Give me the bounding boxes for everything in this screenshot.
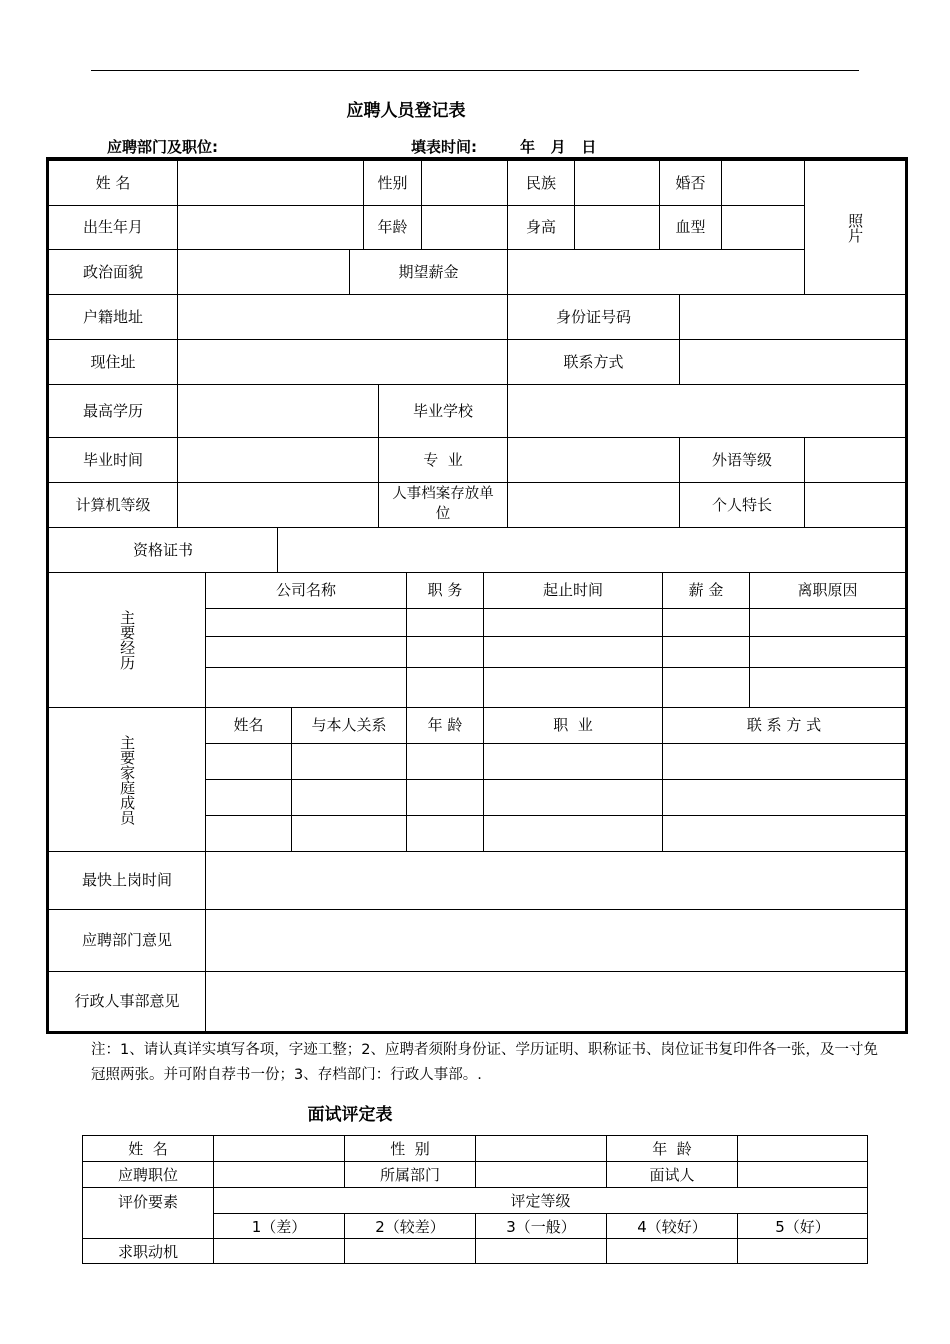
marital-label: 婚否	[659, 160, 722, 206]
iv-motivation-cell[interactable]	[737, 1238, 868, 1264]
iv-name-field[interactable]	[213, 1135, 345, 1162]
interview-title: 面试评定表	[307, 1105, 393, 1125]
dept-opinion-label: 应聘部门意见	[48, 909, 206, 972]
experience-section	[48, 572, 206, 708]
exp-cell[interactable]	[205, 608, 407, 637]
exp-cell[interactable]	[406, 667, 484, 708]
iv-position-field[interactable]	[213, 1161, 345, 1188]
iv-motivation-cell[interactable]	[213, 1238, 345, 1264]
archive-label: 人事档案存放单位	[378, 482, 508, 528]
birth-label: 出生年月	[48, 205, 178, 250]
fam-header-contact: 联 系 方 式	[662, 707, 906, 744]
name-label: 姓 名	[48, 160, 178, 206]
family-section	[48, 707, 206, 852]
fam-cell[interactable]	[291, 779, 407, 816]
fam-cell[interactable]	[483, 815, 663, 852]
iv-rating-label: 评定等级	[213, 1187, 868, 1214]
exp-cell[interactable]	[483, 636, 663, 668]
iv-motivation-label: 求职动机	[82, 1238, 214, 1264]
iv-name-label: 姓 名	[82, 1135, 214, 1162]
ethnicity-field[interactable]	[574, 160, 660, 206]
fam-cell[interactable]	[205, 779, 292, 816]
salary-label: 期望薪金	[349, 249, 508, 295]
age-label: 年龄	[363, 205, 422, 250]
iv-level-4: 4（较好）	[606, 1213, 738, 1239]
computer-field[interactable]	[177, 482, 379, 528]
fam-cell[interactable]	[406, 779, 484, 816]
language-label: 外语等级	[679, 437, 805, 483]
hukou-label: 户籍地址	[48, 294, 178, 340]
fill-time-label: 填表时间:	[411, 138, 477, 156]
birth-field[interactable]	[177, 205, 364, 250]
iv-interviewer-label: 面试人	[606, 1161, 738, 1188]
iv-position-label: 应聘职位	[82, 1161, 214, 1188]
exp-cell[interactable]	[749, 636, 906, 668]
contact-field[interactable]	[679, 339, 906, 385]
exp-cell[interactable]	[749, 608, 906, 637]
family-label: 主要家庭成员	[118, 734, 137, 825]
iv-age-field[interactable]	[737, 1135, 868, 1162]
major-field[interactable]	[507, 437, 680, 483]
height-field[interactable]	[574, 205, 660, 250]
age-field[interactable]	[421, 205, 508, 250]
iv-motivation-cell[interactable]	[475, 1238, 607, 1264]
exp-cell[interactable]	[662, 636, 750, 668]
fam-cell[interactable]	[205, 743, 292, 780]
exp-cell[interactable]	[406, 608, 484, 637]
exp-cell[interactable]	[483, 667, 663, 708]
fam-cell[interactable]	[483, 743, 663, 780]
fam-cell[interactable]	[662, 743, 906, 780]
iv-department-label: 所属部门	[344, 1161, 476, 1188]
school-label: 毕业学校	[378, 384, 508, 438]
language-field[interactable]	[804, 437, 906, 483]
form-note: 注：1、请认真详实填写各项，字迹工整；2、应聘者须附身份证、学历证明、职称证书、岗位证书复印件各一张，及一寸免冠照两张。并可附自荐书一份；3、存档部门：行政人事部。.	[91, 1042, 878, 1083]
fam-cell[interactable]	[406, 815, 484, 852]
photo-box[interactable]	[804, 160, 906, 295]
iv-criteria-label: 评价要素	[82, 1187, 214, 1239]
iv-level-1: 1（差）	[213, 1213, 345, 1239]
school-field[interactable]	[507, 384, 906, 438]
education-field[interactable]	[177, 384, 379, 438]
fam-cell[interactable]	[205, 815, 292, 852]
grad-time-label: 毕业时间	[48, 437, 178, 483]
iv-level-3: 3（一般）	[475, 1213, 607, 1239]
ethnicity-label: 民族	[507, 160, 575, 206]
id-number-field[interactable]	[679, 294, 906, 340]
exp-cell[interactable]	[205, 667, 407, 708]
certificate-field[interactable]	[277, 527, 906, 573]
fam-cell[interactable]	[662, 815, 906, 852]
contact-label: 联系方式	[507, 339, 680, 385]
fill-date: 年 月 日	[520, 138, 597, 156]
major-label: 专 业	[378, 437, 508, 483]
name-field[interactable]	[177, 160, 364, 206]
exp-header-reason: 离职原因	[749, 572, 906, 609]
fam-header-occupation: 职 业	[483, 707, 663, 744]
photo-label: 照片	[846, 212, 865, 243]
exp-cell[interactable]	[749, 667, 906, 708]
hr-opinion-field[interactable]	[205, 971, 906, 1032]
blood-field[interactable]	[721, 205, 805, 250]
iv-age-label: 年 龄	[606, 1135, 738, 1162]
start-time-field[interactable]	[205, 851, 906, 910]
certificate-label: 资格证书	[48, 527, 278, 573]
exp-cell[interactable]	[662, 667, 750, 708]
iv-department-field[interactable]	[475, 1161, 607, 1188]
address-field[interactable]	[177, 339, 508, 385]
marital-field[interactable]	[721, 160, 805, 206]
id-number-label: 身份证号码	[507, 294, 680, 340]
hukou-field[interactable]	[177, 294, 508, 340]
experience-label: 主要经历	[118, 610, 137, 670]
hr-opinion-label: 行政人事部意见	[48, 971, 206, 1032]
iv-motivation-cell[interactable]	[344, 1238, 476, 1264]
iv-level-2: 2（较差）	[344, 1213, 476, 1239]
exp-cell[interactable]	[406, 636, 484, 668]
archive-field[interactable]	[507, 482, 680, 528]
specialty-label: 个人特长	[679, 482, 805, 528]
political-label: 政治面貌	[48, 249, 178, 295]
gender-field[interactable]	[421, 160, 508, 206]
fam-header-relation: 与本人关系	[291, 707, 407, 744]
header-rule	[91, 70, 859, 71]
iv-motivation-cell[interactable]	[606, 1238, 738, 1264]
gender-label: 性别	[363, 160, 422, 206]
start-time-label: 最快上岗时间	[48, 851, 206, 910]
exp-cell[interactable]	[662, 608, 750, 637]
dept-opinion-field[interactable]	[205, 909, 906, 972]
fam-cell[interactable]	[483, 779, 663, 816]
blood-label: 血型	[659, 205, 722, 250]
form-title: 应聘人员登记表	[346, 101, 466, 121]
dept-position-label: 应聘部门及职位:	[107, 138, 218, 156]
exp-header-period: 起止时间	[483, 572, 663, 609]
iv-interviewer-field[interactable]	[737, 1161, 868, 1188]
iv-level-5: 5（好）	[737, 1213, 868, 1239]
fam-header-name: 姓名	[205, 707, 292, 744]
fam-cell[interactable]	[291, 815, 407, 852]
specialty-field[interactable]	[804, 482, 906, 528]
exp-header-salary: 薪 金	[662, 572, 750, 609]
education-label: 最高学历	[48, 384, 178, 438]
political-field[interactable]	[177, 249, 350, 295]
computer-label: 计算机等级	[48, 482, 178, 528]
fam-cell[interactable]	[291, 743, 407, 780]
iv-gender-label: 性 别	[344, 1135, 476, 1162]
fam-cell[interactable]	[662, 779, 906, 816]
exp-cell[interactable]	[483, 608, 663, 637]
iv-gender-field[interactable]	[475, 1135, 607, 1162]
address-label: 现住址	[48, 339, 178, 385]
fam-header-age: 年 龄	[406, 707, 484, 744]
exp-cell[interactable]	[205, 636, 407, 668]
exp-header-position: 职 务	[406, 572, 484, 609]
exp-header-company: 公司名称	[205, 572, 407, 609]
salary-field[interactable]	[507, 249, 805, 295]
grad-time-field[interactable]	[177, 437, 379, 483]
height-label: 身高	[507, 205, 575, 250]
fam-cell[interactable]	[406, 743, 484, 780]
